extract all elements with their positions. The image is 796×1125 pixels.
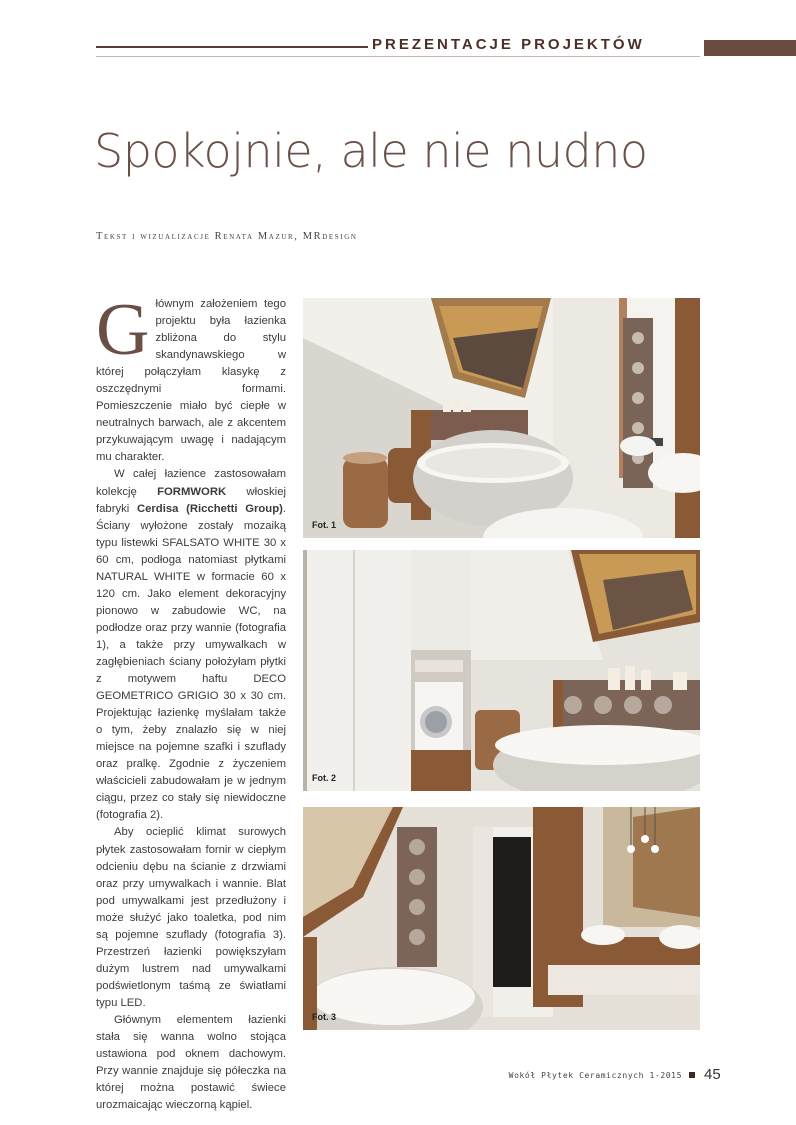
footer-magazine: Wokół Płytek Ceramicznych 1-2015: [508, 1071, 682, 1080]
header-accent-block: [704, 40, 796, 56]
photo-1: [303, 298, 700, 538]
article-body: [96, 289, 286, 1112]
article-title: Spokojnie, ale nie nudno: [94, 124, 648, 178]
footer-square-marker: [689, 1072, 695, 1078]
header-rule: [96, 56, 700, 57]
paragraph-3: Aby ocieplić klimat surowych płytek zastosowałam fornir w ciepłym odcieniu dębu na ścianie z drzwiami oraz przy umywalkach i wannie. Blat pod umywalkami jest przedłużony i może służyć jako toaletka, pod nim są pojemne szuflady (fotografia 3). Przestrzeń łazienki powiększyłam dużym lustrem nad umywalkami podświetlonym taśmą ze światłami typu LED.: [96, 826, 286, 1009]
header-rule-left: [96, 46, 368, 48]
photo-3: [303, 807, 700, 1030]
section-header: PREZENTACJE PROJEKTÓW: [372, 36, 645, 53]
page-number: 45: [704, 1066, 721, 1083]
drop-cap: G: [96, 289, 150, 371]
photo-3-caption: Fot. 3: [312, 1012, 336, 1022]
article-byline: Tekst i wizualizacje Renata Mazur, MRdesign: [96, 231, 358, 242]
photo-2: [303, 550, 700, 791]
photo-2-caption: Fot. 2: [312, 773, 336, 783]
photo-1-caption: Fot. 1: [312, 520, 336, 530]
paragraph-4: Głównym elementem łazienki stała się wanna wolno stojąca ustawiona pod oknem dachowym. Przy wannie znajduje się półeczka na której można postawić świece urozmaicając wieczorną kąpiel.: [96, 1013, 286, 1112]
paragraph-2: W całej łazience zastosowałam kolekcję FORMWORK włoskiej fabryki Cerdisa (Ricchetti Group). Ściany wyłożone zostały mozaiką typu listewki SFALSATO WHITE 30 x 60 cm, podłoga natomiast płytkami NATURAL WHITE w formacie 60 x 120 cm. Jako element dekoracyjny pionowo w zabudowie WC, na podłodze oraz przy wannie (fotografia 1), a także przy umywalkach w zagłębieniach ściany położyłam płytki z motywem haftu DECO GEOMETRICO GRIGIO 30 x 30 cm. Projektując łazienkę myślałam także o tym, żeby znalazło się w niej miejsce na pojemne szafki i szuflady oraz pralkę. Zgodnie z życzeniem właścicieli zabudowałam je w jednym ciągu, przez co stały się niewidoczne (fotografia 2).: [96, 468, 286, 822]
paragraph-1: Głównym założeniem tego projektu była łazienka zbliżona do stylu skandynawskiego w której połączyłam klasykę z oszczędnymi formami. Pomieszczenie miało być ciepłe w neutralnych barwach, ale z akcentem przykuwającym uwagę i nadającym mu charakter.: [96, 289, 286, 464]
